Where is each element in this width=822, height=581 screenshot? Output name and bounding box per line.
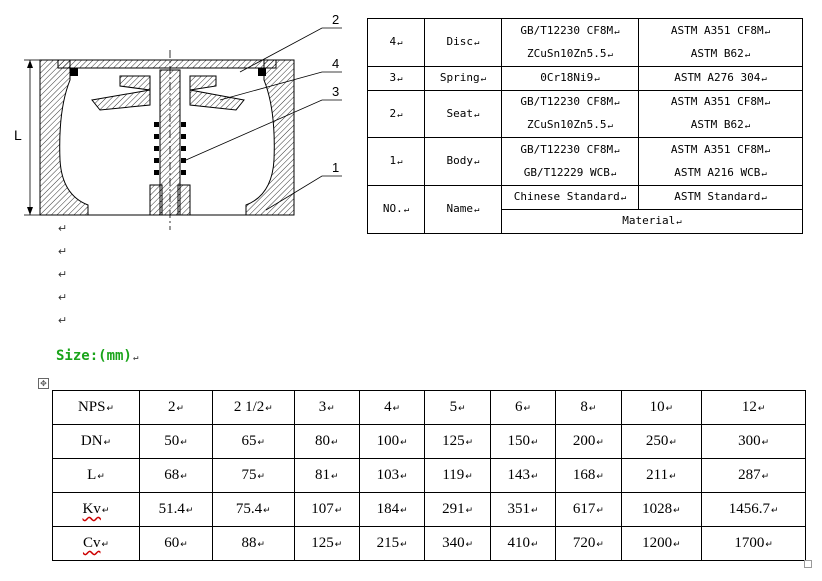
chinese-standard-cell: 0Cr18Ni9 ↵ [502,67,639,91]
size-table [52,390,806,561]
row-label-cell: Cv ↵ [53,527,140,561]
paragraph-mark [58,268,67,281]
table-cell: 4 ↵ [360,391,425,425]
table-cell: 143 ↵ [490,459,555,493]
table-cell: 211 ↵ [621,459,702,493]
table-cell: 1200 ↵ [621,527,702,561]
chinese-standard-cell: GB/T12230 CF8M ↵ GB/T12229 WCB ↵ [502,138,639,186]
row-label-cell: NPS ↵ [53,391,140,425]
table-cell: 2 ↵ [140,391,213,425]
row-label-cell: DN ↵ [53,425,140,459]
table-move-handle-icon[interactable]: ✥ [38,378,49,389]
table-cell: 250 ↵ [621,425,702,459]
table-cell: 125 ↵ [294,527,359,561]
table-cell: 81 ↵ [294,459,359,493]
table-cell: 100 ↵ [360,425,425,459]
header-chinese-standard-cell: Chinese Standard ↵ [502,186,639,210]
header-name-cell: Name ↵ [425,186,502,234]
table-cell: 80 ↵ [294,425,359,459]
table-cell: 75.4 ↵ [213,493,295,527]
part-no-cell: 3 ↵ [368,67,425,91]
part-name-cell: Body ↵ [425,138,502,186]
table-row [53,459,806,493]
table-cell: 2 1/2 ↵ [213,391,295,425]
table-cell: 5 ↵ [425,391,490,425]
chinese-standard-cell: GB/T12230 CF8M ↵ ZCuSn10Zn5.5 ↵ [502,19,639,67]
part-no-cell: 4 ↵ [368,19,425,67]
table-cell: 68 ↵ [140,459,213,493]
table-cell: 50 ↵ [140,425,213,459]
table-cell: 351 ↵ [490,493,555,527]
astm-standard-cell: ASTM A276 304 ↵ [639,67,803,91]
svg-text:L: L [14,127,22,143]
table-cell: 410 ↵ [490,527,555,561]
paragraph-mark [58,222,67,235]
table-cell: 1028 ↵ [621,493,702,527]
astm-standard-cell: ASTM A351 CF8M ↵ ASTM A216 WCB ↵ [639,138,803,186]
valve-section-drawing [0,0,360,240]
header-material-cell: Material ↵ [502,210,803,234]
table-cell: 51.4 ↵ [140,493,213,527]
callout-3: 3 [332,84,340,99]
material-table [367,18,803,234]
header-astm-standard-cell: ASTM Standard ↵ [639,186,803,210]
table-cell: 8 ↵ [556,391,621,425]
table-cell: 287 ↵ [702,459,806,493]
table-cell: 150 ↵ [490,425,555,459]
row-label-cell: L ↵ [53,459,140,493]
table-cell: 107 ↵ [294,493,359,527]
table-cell: 215 ↵ [360,527,425,561]
table-row [53,527,806,561]
paragraph-mark [58,314,67,327]
table-cell: 10 ↵ [621,391,702,425]
part-no-cell: 2 ↵ [368,91,425,138]
table-cell: 200 ↵ [556,425,621,459]
callout-4: 4 [332,56,340,71]
table-cell: 291 ↵ [425,493,490,527]
table-row [53,425,806,459]
table-cell: 184 ↵ [360,493,425,527]
valve-disc-stem [150,50,190,230]
header-no-cell: NO. ↵ [368,186,425,234]
table-cell: 125 ↵ [425,425,490,459]
row-label-cell: Kv ↵ [53,493,140,527]
table-cell: 65 ↵ [213,425,295,459]
table-cell: 617 ↵ [556,493,621,527]
table-cell: 720 ↵ [556,527,621,561]
callout-1: 1 [332,160,340,175]
callout-2: 2 [332,12,340,27]
part-no-cell: 1 ↵ [368,138,425,186]
table-cell: 12 ↵ [702,391,806,425]
table-resize-handle[interactable] [804,560,812,568]
table-cell: 1456.7 ↵ [702,493,806,527]
paragraph-mark [58,291,67,304]
table-cell: 103 ↵ [360,459,425,493]
chinese-standard-cell: GB/T12230 CF8M ↵ ZCuSn10Zn5.5 ↵ [502,91,639,138]
table-cell: 3 ↵ [294,391,359,425]
table-cell: 75 ↵ [213,459,295,493]
table-cell: 119 ↵ [425,459,490,493]
size-heading: Size:(mm) ↵ [56,348,138,364]
dimension-l [14,60,40,215]
part-name-cell: Disc ↵ [425,19,502,67]
paragraph-mark [58,245,67,258]
table-cell: 300 ↵ [702,425,806,459]
part-name-cell: Spring ↵ [425,67,502,91]
table-cell: 340 ↵ [425,527,490,561]
astm-standard-cell: ASTM A351 CF8M ↵ ASTM B62 ↵ [639,19,803,67]
table-row [53,391,806,425]
table-cell: 60 ↵ [140,527,213,561]
astm-standard-cell: ASTM A351 CF8M ↵ ASTM B62 ↵ [639,91,803,138]
table-row [53,493,806,527]
part-name-cell: Seat ↵ [425,91,502,138]
table-cell: 1700 ↵ [702,527,806,561]
table-cell: 88 ↵ [213,527,295,561]
table-cell: 168 ↵ [556,459,621,493]
table-cell: 6 ↵ [490,391,555,425]
